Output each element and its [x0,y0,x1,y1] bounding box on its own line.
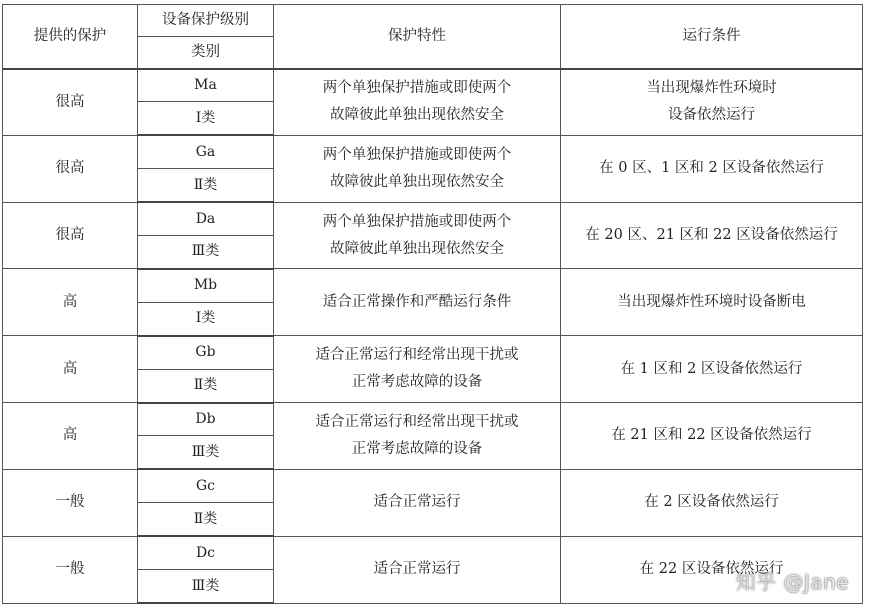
characteristics-cell [274,336,561,403]
protection-cell: 高 [3,336,138,403]
category-cell: Ⅰ类 [138,102,274,135]
header-characteristics: 保护特性 [274,5,561,69]
table-row [3,469,863,502]
protection-cell: 一般 [3,469,138,536]
table-row [3,336,863,369]
category-cell: Ⅱ类 [138,169,274,202]
table-row [3,269,863,302]
text-line: 在 1 区和 2 区设备依然运行 [620,360,803,377]
table-row [3,536,863,569]
protection-cell: 高 [3,269,138,336]
text-line: 故障彼此单独出现依然安全 [330,107,504,124]
characteristics-cell [274,135,561,202]
conditions-cell [561,269,863,336]
protection-level-table [2,4,863,604]
level-code-cell: Gc [138,469,274,502]
level-code-cell: Da [138,202,274,235]
category-cell: Ⅰ类 [138,302,274,335]
table-row [3,135,863,168]
header-level: 设备保护级别 [138,5,274,37]
category-cell: Ⅱ类 [138,369,274,402]
conditions-cell [561,336,863,403]
protection-cell: 很高 [3,69,138,136]
header-category: 类别 [138,37,274,69]
text-line: 两个单独保护措施或即使两个 [322,213,512,230]
protection-cell: 一般 [3,536,138,603]
characteristics-cell [274,202,561,269]
watermark: 知乎 @Jane [735,570,849,594]
text-line: 适合正常运行 [373,561,461,578]
text-line: 故障彼此单独出现依然安全 [330,240,504,257]
category-cell: Ⅱ类 [138,503,274,536]
level-code-cell: Ga [138,135,274,168]
level-code-cell: Db [138,403,274,436]
text-line: 当出现爆炸性环境时 [646,80,777,97]
characteristics-cell [274,469,561,536]
characteristics-cell [274,536,561,603]
text-line: 适合正常运行 [373,494,461,511]
text-line: 两个单独保护措施或即使两个 [322,80,512,97]
protection-cell: 很高 [3,135,138,202]
level-code-cell: Dc [138,536,274,569]
conditions-cell [561,469,863,536]
characteristics-cell [274,269,561,336]
category-cell: Ⅲ类 [138,570,274,603]
header-conditions: 运行条件 [561,5,863,69]
characteristics-cell [274,69,561,136]
header-protection: 提供的保护 [3,5,138,69]
table-row [3,69,863,102]
level-code-cell: Mb [138,269,274,302]
conditions-cell [561,403,863,470]
protection-cell: 高 [3,403,138,470]
text-line: 在 0 区、1 区和 2 区设备依然运行 [599,160,824,177]
protection-cell: 很高 [3,202,138,269]
text-line: 适合正常操作和严酷运行条件 [322,293,512,310]
level-code-cell: Ma [138,69,274,102]
text-line: 正常考虑故障的设备 [351,440,483,457]
table-row [3,202,863,235]
conditions-cell [561,69,863,136]
characteristics-cell [274,403,561,470]
text-line: 在 20 区、21 区和 22 区设备依然运行 [585,227,838,244]
category-cell: Ⅲ类 [138,236,274,269]
table-row [3,403,863,436]
text-line: 设备依然运行 [668,107,755,124]
conditions-cell [561,202,863,269]
text-line: 在 2 区设备依然运行 [644,494,779,511]
text-line: 适合正常运行和经常出现干扰或 [315,347,519,364]
table-header [3,5,863,69]
conditions-cell [561,135,863,202]
category-cell: Ⅲ类 [138,436,274,469]
text-line: 适合正常运行和经常出现干扰或 [315,413,519,430]
text-line: 两个单独保护措施或即使两个 [322,146,512,163]
text-line: 故障彼此单独出现依然安全 [330,173,504,190]
text-line: 当出现爆炸性环境时设备断电 [617,293,806,310]
text-line: 在 21 区和 22 区设备依然运行 [611,427,812,444]
text-line: 正常考虑故障的设备 [351,374,483,391]
text-line: 在 22 区设备依然运行 [639,561,784,578]
level-code-cell: Gb [138,336,274,369]
table-body [3,69,863,604]
